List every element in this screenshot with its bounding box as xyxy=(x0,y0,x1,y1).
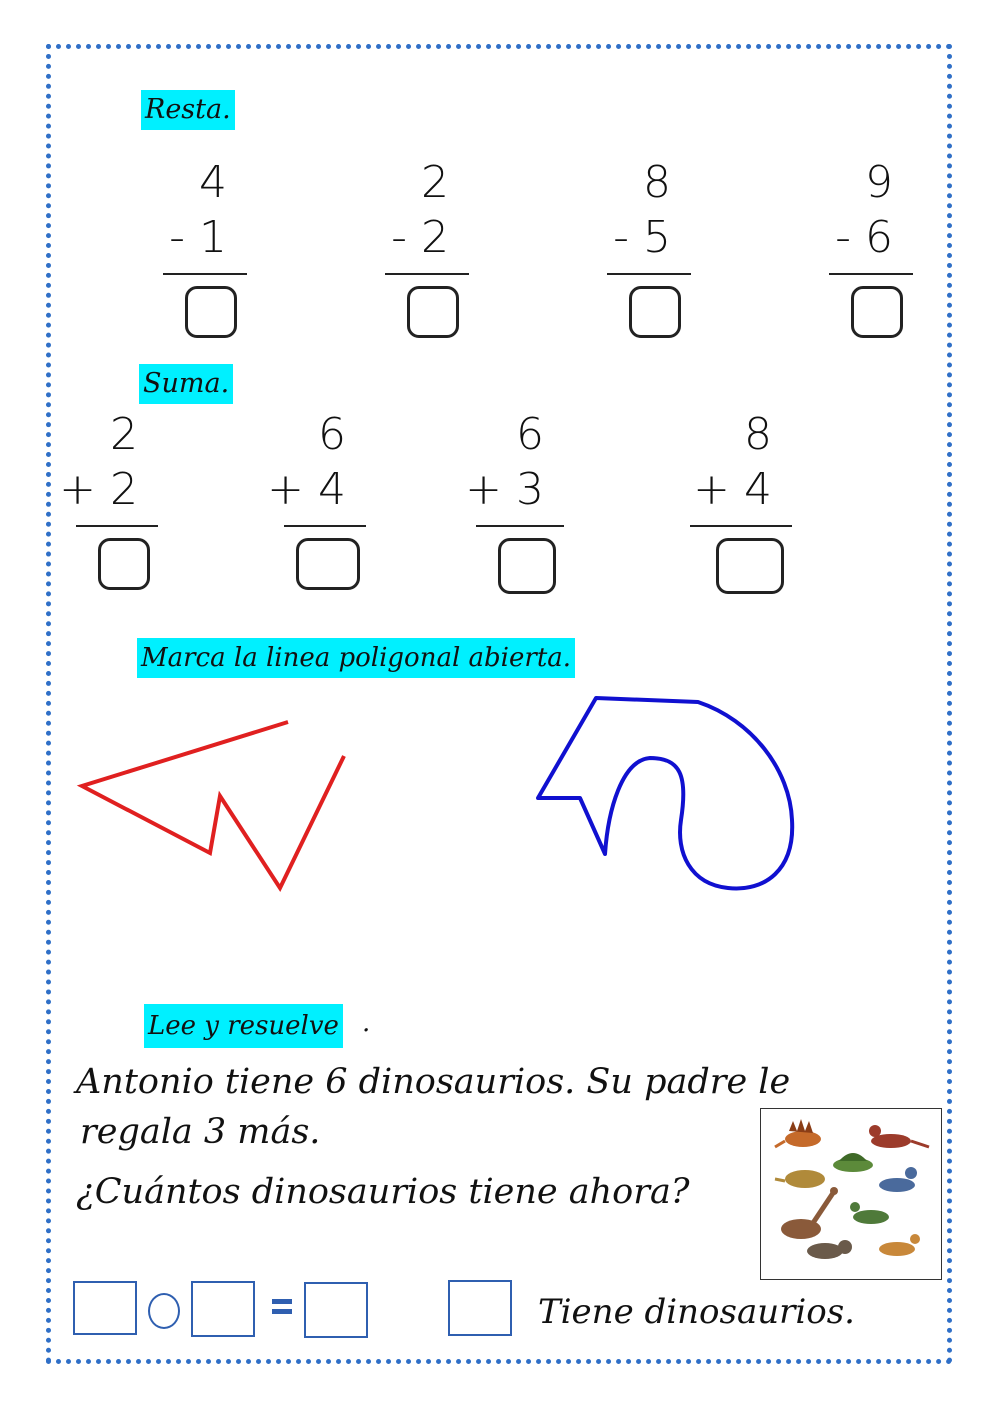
op-top: 6 xyxy=(318,409,346,460)
problem-question: ¿Cuántos dinosaurios tiene ahora? xyxy=(76,1172,690,1212)
op-top: 2 xyxy=(110,409,138,460)
dino-stegosaurus-icon xyxy=(775,1119,821,1147)
resta-op-4 xyxy=(829,158,913,338)
dino-triceratops-icon xyxy=(807,1240,852,1259)
answer-box[interactable] xyxy=(98,538,150,590)
equals-sign-icon xyxy=(272,1299,292,1315)
dino-ankylosaurus-icon xyxy=(775,1170,825,1188)
resta-op-3 xyxy=(607,158,691,338)
op-top: 9 xyxy=(865,157,893,208)
op-bottom: - 5 xyxy=(613,212,671,263)
op-bar xyxy=(284,525,366,527)
answer-box[interactable] xyxy=(851,286,903,338)
answer-box-final[interactable] xyxy=(448,1280,512,1336)
answer-box[interactable] xyxy=(498,538,556,594)
dino-parasaurolophus-icon xyxy=(879,1234,920,1256)
op-top: 8 xyxy=(643,157,671,208)
answer-box[interactable] xyxy=(629,286,681,338)
op-bottom: + 4 xyxy=(693,464,772,515)
dino-raptor-icon xyxy=(879,1167,917,1192)
op-bottom: - 6 xyxy=(835,212,893,263)
heading-resta: Resta. xyxy=(141,90,235,130)
op-bar xyxy=(163,273,247,275)
op-top: 6 xyxy=(516,409,544,460)
op-top: 8 xyxy=(744,409,772,460)
resta-op-2 xyxy=(385,158,469,338)
heading-suma: Suma. xyxy=(139,364,233,404)
problem-line-1: Antonio tiene 6 dinosaurios. Su padre le xyxy=(76,1062,791,1102)
op-bar xyxy=(385,273,469,275)
answer-box[interactable] xyxy=(407,286,459,338)
op-bottom: + 3 xyxy=(465,464,544,515)
heading-lee-dot: . xyxy=(362,1008,371,1038)
answer-box[interactable] xyxy=(296,538,360,590)
op-bar xyxy=(829,273,913,275)
op-bottom: - 2 xyxy=(391,212,449,263)
heading-marca: Marca la linea poligonal abierta. xyxy=(137,638,575,678)
op-top: 4 xyxy=(199,157,227,208)
operation-sign-circle[interactable] xyxy=(148,1293,180,1329)
closed-curve-line[interactable] xyxy=(538,698,792,888)
suma-op-4 xyxy=(690,410,792,590)
dinosaurs-image xyxy=(760,1108,942,1280)
suma-op-3 xyxy=(465,409,564,590)
suma-op-1 xyxy=(59,409,158,590)
op-bar xyxy=(607,273,691,275)
suma-op-2 xyxy=(267,409,366,590)
answer-box[interactable] xyxy=(716,538,784,594)
problem-line-2: regala 3 más. xyxy=(80,1112,321,1152)
open-polygonal-line[interactable] xyxy=(82,722,344,888)
op-bottom: - 1 xyxy=(169,212,227,263)
heading-lee: Lee y resuelve xyxy=(144,1004,343,1048)
answer-box-first-number[interactable] xyxy=(73,1281,137,1335)
op-bar xyxy=(476,525,564,527)
dino-trex-icon xyxy=(869,1125,929,1148)
dino-spinosaurus-icon xyxy=(833,1153,873,1172)
dino-brachiosaurus-icon xyxy=(781,1187,838,1239)
dino-allosaurus-icon xyxy=(850,1202,889,1224)
polygonal-lines xyxy=(0,680,1000,910)
op-bottom: + 4 xyxy=(267,464,346,515)
answer-box[interactable] xyxy=(185,286,237,338)
op-bar xyxy=(690,525,792,527)
answer-text: Tiene dinosaurios. xyxy=(538,1292,855,1332)
answer-box-result[interactable] xyxy=(304,1282,368,1338)
answer-box-second-number[interactable] xyxy=(191,1281,255,1337)
op-bottom: + 2 xyxy=(59,464,138,515)
resta-op-1 xyxy=(163,158,247,338)
op-bar xyxy=(76,525,158,527)
op-top: 2 xyxy=(421,157,449,208)
